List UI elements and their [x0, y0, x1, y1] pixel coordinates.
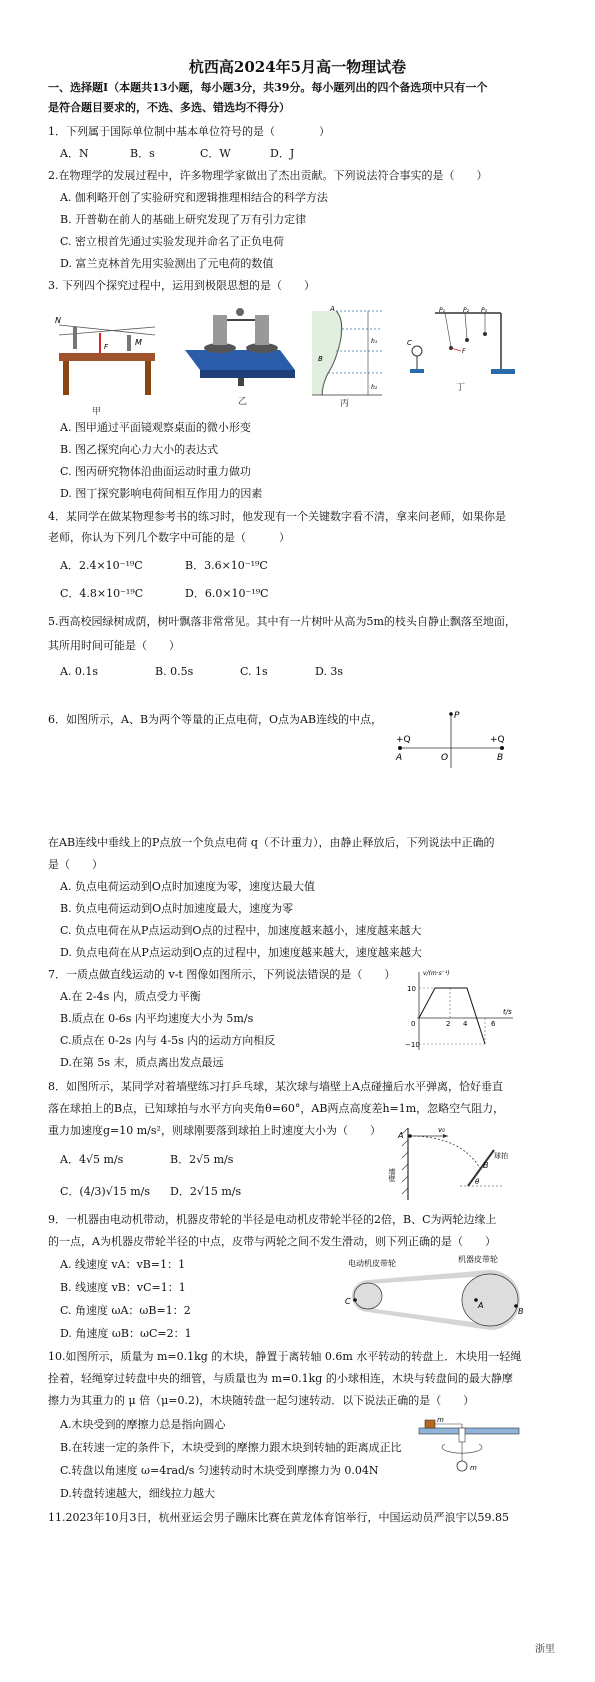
q7-ytick-10: 10: [407, 985, 416, 993]
q3-figure-jia: [55, 305, 165, 405]
q8-label-b: B: [483, 1161, 489, 1170]
q8-figure: [390, 1124, 520, 1204]
q1-option-b: B．s: [130, 147, 155, 160]
q8-label-v0: v₀: [438, 1126, 445, 1134]
q4-stem: 4．某同学在做某物理参考书的练习时，他发现有一个关键数字看不清，拿来问老师，如果你是: [48, 510, 506, 523]
q4-option-b: B．3.6×10⁻¹⁹C: [185, 559, 268, 572]
svg-text:h₂: h₂: [371, 384, 378, 391]
q9-option-c: C. 角速度 ωA：ωB=1：2: [60, 1304, 191, 1317]
svg-text:F: F: [104, 343, 109, 351]
q10-label-m2: m: [470, 1464, 477, 1472]
q9-option-b: B. 线速度 vB：vC=1：1: [60, 1281, 186, 1294]
q3-figure-ding: [405, 305, 515, 380]
q8-stem-cont: 落在球拍上的B点，已知球拍与水平方向夹角θ=60°，AB两点高度差h=1m，忽略空气阻力，: [48, 1102, 505, 1115]
q6-charge-b: [500, 746, 504, 750]
q7-xtick-2: 2: [446, 1020, 451, 1028]
q8-label-theta: θ: [475, 1178, 480, 1186]
q8-option-b: B．2√5 m/s: [170, 1153, 234, 1166]
q10-stem-end: 擦力为其重力的 μ 倍（μ=0.2)，木块随转盘一起匀速转动．以下说法正确的是（ ）: [48, 1394, 475, 1407]
q9-label-b: B: [518, 1307, 524, 1316]
q6-stem-cont: 在AB连线中垂线上的P点放一个负点电荷 q（不计重力），由静止释放后，下列说法中正确的: [48, 836, 495, 849]
q9-label-c: C: [345, 1297, 351, 1306]
svg-text:C: C: [407, 339, 412, 347]
q10-stem-cont: 拴着，轻绳穿过转盘中央的细管，与质量也为 m=0.1kg 的小球相连，木块与转盘间的最大静摩: [48, 1372, 513, 1385]
q8-option-a: A．4√5 m/s: [60, 1153, 124, 1166]
q2-stem: 2.在物理学的发展过程中，许多物理学家做出了杰出贡献。下列说法符合事实的是（ ）: [48, 169, 488, 182]
q7-vt-graph: [405, 966, 520, 1056]
q6-label-a: A: [396, 753, 403, 763]
q8-stem: 8．如图所示，某同学对着墙壁练习打乒乓球，某次球与墙壁上A点碰撞后水平弹离，恰好垂直: [48, 1080, 503, 1093]
page-title: 杭西高2024年5月高一物理试卷: [188, 58, 407, 76]
q5-option-a: A. 0.1s: [60, 665, 99, 678]
q6-option-d: D. 负点电荷在从P点运动到O点的过程中，加速度越来越大，速度越来越大: [60, 946, 422, 959]
q5-option-b: B. 0.5s: [155, 665, 194, 678]
svg-text:P₂: P₂: [463, 307, 470, 314]
svg-text:M: M: [135, 338, 142, 347]
q5-option-d: D. 3s: [315, 665, 344, 678]
svg-text:A: A: [330, 305, 335, 313]
q3-stem: 3. 下列四个探究过程中，运用到极限思想的是（ ）: [48, 279, 315, 292]
q7-xtick-6: 6: [491, 1020, 496, 1028]
q6-figure: [390, 706, 515, 776]
q7-stem: 7．一质点做直线运动的 v-t 图像如图所示，下列说法错误的是（ ）: [48, 968, 396, 981]
q3-caption-jia: 甲: [92, 407, 102, 417]
q8-option-d: D．2√15 m/s: [170, 1185, 242, 1198]
q6-label-qb: +Q: [490, 735, 505, 745]
q5-stem: 5.西高校园绿树成荫，树叶飘落非常常见。其中有一片树叶从高为5m的枝头自静止飘落至地面，: [48, 615, 516, 628]
q7-ylabel: v/(m·s⁻¹): [423, 970, 450, 977]
q6-point-p: [449, 712, 453, 716]
q7-xtick-4: 4: [463, 1020, 468, 1028]
q9-figure: [340, 1256, 530, 1326]
q3-caption-bing: 丙: [340, 399, 350, 409]
q7-vt-line: [419, 988, 485, 1044]
q9-label-motor: 电动机皮带轮: [348, 1259, 396, 1268]
svg-text:h₁: h₁: [371, 338, 378, 345]
q9-stem: 9．一机器由电动机带动，机器皮带轮的半径是电动机皮带轮半径的2倍，B、C为两轮边缘上: [48, 1213, 497, 1226]
svg-text:F: F: [462, 348, 466, 355]
q3-option-d: D. 图丁探究影响电荷间相互作用力的因素: [60, 487, 263, 500]
svg-text:P₁: P₁: [439, 307, 446, 314]
q6-charge-a: [398, 746, 402, 750]
q4-option-c: C．4.8×10⁻¹⁹C: [60, 587, 144, 600]
q9-stem-cont: 的一点，A为机器皮带轮半径的中点，皮带与两轮之间不发生滑动，则下列正确的是（ ）: [48, 1235, 496, 1248]
q10-option-c: C.转盘以角速度 ω=4rad/s 匀速转动时木块受到摩擦力为 0.04N: [60, 1464, 379, 1477]
q3-option-a: A. 图甲通过平面镜观察桌面的微小形变: [60, 421, 251, 434]
q3-option-b: B. 图乙探究向心力大小的表达式: [60, 443, 219, 456]
q3-option-c: C. 图丙研究物体沿曲面运动时重力做功: [60, 465, 252, 478]
section-heading: 一、选择题Ⅰ（本题共13小题，每小题3分，共39分。每小题列出的四个备选项中只有一个: [48, 81, 488, 94]
q10-option-b: B.在转速一定的条件下，木块受到的摩擦力跟木块到转轴的距离成正比: [60, 1441, 402, 1454]
q7-option-c: C.质点在 0-2s 内与 4-5s 内的运动方向相反: [60, 1034, 276, 1047]
q7-xtick-0: 0: [411, 1020, 416, 1028]
q6-label-qa: +Q: [396, 735, 411, 745]
q10-stem: 10.如图所示，质量为 m=0.1kg 的木块，静置于离转轴 0.6m 水平转动的转盘上．木块用一轻绳: [48, 1350, 522, 1363]
q2-option-a: A. 伽利略开创了实验研究和逻辑推理相结合的科学方法: [60, 191, 328, 204]
q1-stem: 1．下列属于国际单位制中基本单位符号的是（ ）: [48, 125, 330, 138]
q10-option-a: A.木块受到的摩擦力总是指向圆心: [60, 1418, 226, 1431]
q1-option-a: A．N: [60, 147, 89, 160]
q9-option-a: A. 线速度 vA：vB=1：1: [60, 1258, 186, 1271]
q7-option-a: A.在 2-4s 内，质点受力平衡: [60, 990, 201, 1003]
q6-option-a: A. 负点电荷运动到O点时加速度为零，速度达最大值: [60, 880, 315, 893]
q7-option-d: D.在第 5s 末，质点离出发点最远: [60, 1056, 224, 1069]
q8-label-a: A: [398, 1131, 404, 1140]
q9-label-machine: 机器皮带轮: [458, 1255, 498, 1264]
q5-stem-cont: 其所用时间可能是（ ）: [48, 639, 180, 652]
q4-stem-cont: 老师，你认为下列几个数字中可能的是（ ）: [48, 531, 290, 544]
q11-stem: 11.2023年10月3日，杭州亚运会男子蹦床比赛在黄龙体育馆举行，中国运动员严浪宇以59.85: [48, 1511, 509, 1524]
q2-option-c: C. 密立根首先通过实验发现并命名了正负电荷: [60, 235, 285, 248]
q9-label-a: A: [478, 1301, 484, 1310]
q1-option-d: D．J: [270, 147, 295, 160]
page-footer: 浙里: [535, 1644, 555, 1655]
q6-label-p: P: [454, 711, 460, 721]
q3-figure-yi: [180, 300, 300, 390]
q10-option-d: D.转盘转速越大，细线拉力越大: [60, 1487, 215, 1500]
q3-caption-yi: 乙: [238, 397, 248, 407]
q1-option-c: C．W: [200, 147, 231, 160]
section-heading-cont: 是符合题目要求的，不选、多选、错选均不得分）: [48, 101, 290, 114]
q2-option-d: D. 富兰克林首先用实验测出了元电荷的数值: [60, 257, 274, 270]
q4-option-a: A．2.4×10⁻¹⁹C: [60, 559, 143, 572]
q6-label-b: B: [497, 753, 504, 763]
svg-text:N: N: [55, 316, 61, 325]
q8-label-wall: 墙壁: [388, 1168, 396, 1182]
svg-text:B: B: [318, 355, 323, 363]
q7-xlabel: t/s: [503, 1008, 512, 1016]
q5-option-c: C. 1s: [240, 665, 268, 678]
q4-option-d: D．6.0×10⁻¹⁹C: [185, 587, 269, 600]
svg-text:P₃: P₃: [481, 307, 488, 314]
q2-option-b: B. 开普勒在前人的基础上研究发现了万有引力定律: [60, 213, 307, 226]
q6-stem-end: 是（ ）: [48, 858, 103, 871]
q8-option-c: C．(4/3)√15 m/s: [60, 1185, 150, 1198]
q8-label-racket: 球拍: [494, 1152, 508, 1160]
q3-caption-ding: 丁: [456, 383, 466, 393]
q6-option-c: C. 负点电荷在从P点运动到O点的过程中，加速度越来越小，速度越来越大: [60, 924, 422, 937]
q3-figure-bing: [308, 303, 388, 398]
q6-option-b: B. 负点电荷运动到O点时加速度最大，速度为零: [60, 902, 294, 915]
q6-stem: 6．如图所示，A、B为两个等量的正点电荷，O点为AB连线的中点，: [48, 713, 383, 726]
q9-option-d: D. 角速度 ωB：ωC=2：1: [60, 1327, 192, 1340]
q7-option-b: B.质点在 0-6s 内平均速度大小为 5m/s: [60, 1012, 254, 1025]
q10-label-m1: m: [437, 1416, 444, 1424]
q8-stem-end: 重力加速度g=10 m/s²，则球刚要落到球拍上时速度大小为（ ）: [48, 1124, 381, 1137]
q6-label-o: O: [441, 753, 449, 763]
q7-ytick-neg10: −10: [405, 1041, 420, 1049]
q10-figure: [415, 1418, 525, 1478]
